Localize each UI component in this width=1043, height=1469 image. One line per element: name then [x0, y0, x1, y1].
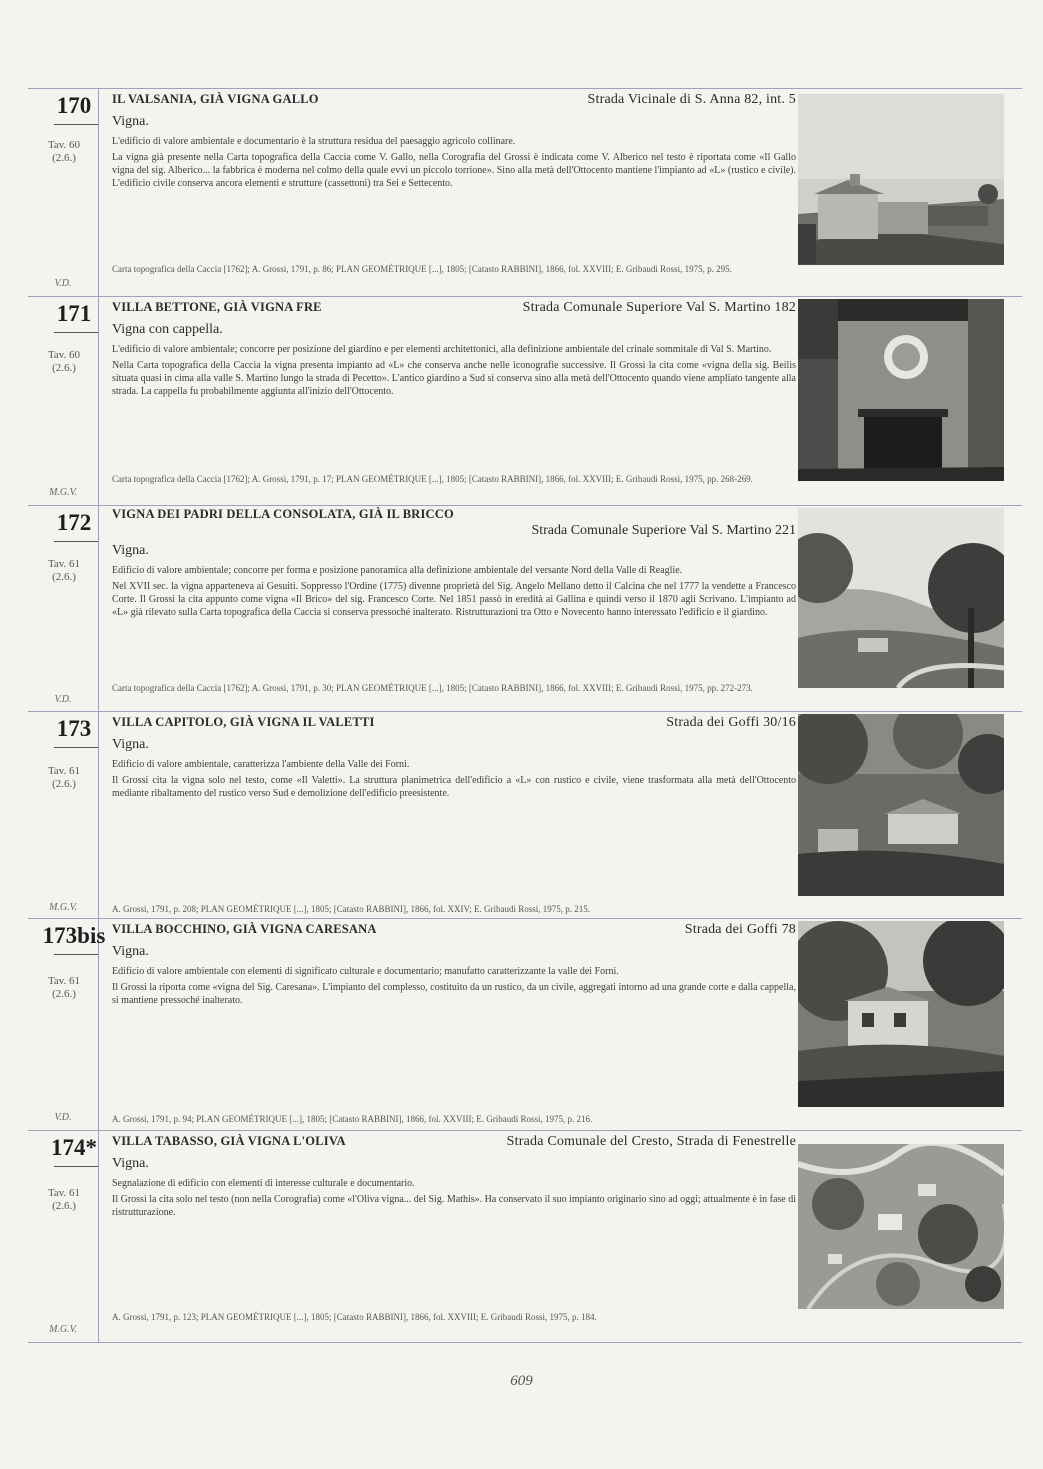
entry-address: Strada Comunale Superiore Val S. Martino 221 — [531, 523, 796, 538]
author-initials: V.D. — [54, 278, 72, 289]
entry-type: Vigna. — [112, 114, 149, 129]
entry-type: Vigna. — [112, 944, 149, 959]
entry-address: Strada dei Goffi 78 — [684, 922, 796, 937]
entry-172 — [28, 505, 1022, 711]
entry-number: 171 — [56, 301, 92, 326]
entry-content — [112, 922, 796, 1010]
entry-number: 174* — [51, 1135, 97, 1160]
number-rule — [54, 1166, 98, 1167]
entry-references: Carta topografica della Caccia [1762]; A. Grossi, 1791, p. 17; PLAN GEOMÉTRIQUE [...], 1805; [Catasto RABBINI], 1866, fol. XXVIII; E. Gribaudi Rossi, 1975, pp. 268-269. — [112, 474, 753, 484]
tav-ref: Tav. 61 — [47, 765, 81, 777]
photo-villa-capitolo — [798, 714, 1004, 896]
entry-content — [112, 715, 796, 803]
photo-villa-bocchino — [798, 921, 1004, 1107]
entry-paragraph: Nel XVII sec. la vigna apparteneva ai Gesuiti. Soppresso l'Ordine (1775) divenne proprietà del Sig. Angelo Mellano detto il Calcina che nel 1777 la vendette a Francesco Corte. Il Grossi la cita appunto come vigna «Il Brico» del sig. Francesco Corte. Nel 1851 passò in eredità ai Gallina e quindi verso il 1870 agli Scrivano. L'impianto ad «L» già rilevato sulla Carta topografica della Caccia si conserva pressoché inalterato. Ristrutturazioni tra Otto e Novecento hanno interessato l'edificio e il giardino. — [112, 581, 796, 618]
entry-paragraph: L'edificio di valore ambientale e documentario è la struttura residua del paesaggio agricolo collinare. — [112, 136, 516, 147]
photo-villa-valsania — [798, 94, 1004, 265]
entry-title: VILLA TABASSO, GIÀ VIGNA L'OLIVA — [112, 1134, 346, 1148]
entry-type: Vigna. — [112, 1156, 149, 1171]
entry-type: Vigna. — [112, 737, 149, 752]
entry-title: VILLA BETTONE, GIÀ VIGNA FRE — [112, 300, 322, 314]
tav-sub: (2.6.) — [52, 571, 76, 583]
tav-sub: (2.6.) — [52, 152, 76, 164]
number-rule — [54, 747, 98, 748]
entry-type: Vigna con cappella. — [112, 322, 223, 337]
entry-title: IL VALSANIA, GIÀ VIGNA GALLO — [112, 92, 319, 106]
author-initials: M.G.V. — [49, 487, 77, 498]
entry-173bis — [28, 918, 1022, 1130]
entry-paragraph: La vigna già presente nella Carta topografica della Caccia come V. Gallo, nella Corografia del Grossi è indicata come V. Alberico nel testo è riportata come «Il Gallo vigna del sig. Alberico... la fabbrica è moderna nel colmo della quale evvi un piccolo torrione». Sino alla metà dell'Ottocento mantiene l'impianto ad «L» (rustico e civile). L'edificio civile conserva ancora elementi e strutture (cassettoni) tra Sei e Settecento. — [112, 152, 796, 189]
entry-paragraph: Il Grossi la riporta come «vigna del Sig. Caresana». L'impianto del complesso, costituito da un rustico, da un civile, aggregati intorno ad una grande corte e dalla cappella, si mantiene pressoché inalterato. — [112, 982, 796, 1006]
entry-paragraph: Il Grossi la cita solo nel testo (non nella Corografia) come «l'Oliva vigna... del Sig. Mathis». Ha conservato il suo impianto originario sino ad oggi; attualmente è in fase di ristrutturazione. — [112, 1194, 796, 1218]
entry-references: A. Grossi, 1791, p. 94; PLAN GEOMÉTRIQUE [...], 1805; [Catasto RABBINI], 1866, fol. XXVIII; E. Gribaudi Rossi, 1975, p. 216. — [112, 1114, 593, 1124]
tav-ref: Tav. 60 — [47, 349, 81, 361]
entry-references: Carta topografica della Caccia [1762]; A. Grossi, 1791, p. 86; PLAN GEOMÉTRIQUE [...], 1805; [Catasto RABBINI], 1866, fol. XXVIII; E. Gribaudi Rossi, 1975, p. 295. — [112, 264, 732, 274]
entry-paragraph: Nella Carta topografica della Caccia la vigna presenta impianto ad «L» che conserva anche nelle iconografie successive. Il Grossi la cita come «vigna della sig. Beilis situata quasi in cima alla valle S. Martino lungo la strada di Pecetto». L'antico giardino a Sud si conserva sino alla metà dell'Ottocento quando viene ampliato tangente alla strada. La cappella fu probabilmente aggiunta all'inizio dell'Ottocento. — [112, 360, 796, 397]
number-rule — [54, 954, 98, 955]
tav-ref: Tav. 61 — [47, 1187, 81, 1199]
entry-174 — [28, 1130, 1022, 1342]
tav-sub: (2.6.) — [52, 988, 76, 1000]
entry-content — [112, 1134, 796, 1222]
entry-number: 172 — [56, 510, 92, 535]
photo-villa-tabasso-aerial — [798, 1144, 1004, 1309]
tav-ref: Tav. 60 — [47, 139, 81, 151]
entry-address: Strada Vicinale di S. Anna 82, int. 5 — [587, 92, 796, 107]
entry-170 — [28, 88, 1022, 296]
entry-number: 170 — [56, 93, 92, 118]
entry-paragraph: Il Grossi cita la vigna solo nel testo, come «Il Valetti». La struttura planimetrica dell'edificio a «L» con rustico e civile, viene trasformata alla metà dell'Ottocento mediante ribaltamento del rustico verso Sud e demolizione dell'edificio preesistente. — [112, 775, 796, 799]
entry-type: Vigna. — [112, 543, 149, 558]
entry-171 — [28, 296, 1022, 505]
entry-address: Strada Comunale Superiore Val S. Martino 182 — [522, 300, 796, 315]
entry-title: VILLA BOCCHINO, GIÀ VIGNA CARESANA — [112, 922, 377, 936]
tav-sub: (2.6.) — [52, 362, 76, 374]
entry-content — [112, 507, 796, 622]
entry-173 — [28, 711, 1022, 918]
entry-paragraph: Edificio di valore ambientale; concorre per forma e posizione panoramica alla definizione ambientale del versante Nord della Valle di Reaglie. — [112, 565, 683, 576]
entry-content — [112, 300, 796, 401]
author-initials: M.G.V. — [49, 902, 77, 913]
page-number: 609 — [510, 1373, 533, 1389]
tav-sub: (2.6.) — [52, 778, 76, 790]
entry-title: VILLA CAPITOLO, GIÀ VIGNA IL VALETTI — [112, 715, 375, 729]
entry-content — [112, 92, 796, 193]
entry-paragraph: Edificio di valore ambientale, caratterizza l'ambiente della Valle dei Forni. — [112, 759, 410, 770]
number-rule — [54, 124, 98, 125]
entry-title: VIGNA DEI PADRI DELLA CONSOLATA, GIÀ IL BRICCO — [112, 507, 454, 521]
number-rule — [54, 332, 98, 333]
entry-references: Carta topografica della Caccia [1762]; A. Grossi, 1791, p. 30; PLAN GEOMÉTRIQUE [...], 1805; [Catasto RABBINI], 1866, fol. XXVIII; E. Gribaudi Rossi, 1975, pp. 272-273. — [112, 683, 753, 693]
photo-vigna-consolata — [798, 508, 1004, 688]
number-rule — [54, 541, 98, 542]
entry-paragraph: L'edificio di valore ambientale; concorre per posizione del giardino e per elementi architettonici, alla definizione ambientale del crinale sommitale di Val S. Martino. — [112, 344, 772, 355]
entry-paragraph: Edificio di valore ambientale con elementi di significato culturale e documentario; manufatto caratterizzante la valle dei Forni. — [112, 966, 619, 977]
tav-ref: Tav. 61 — [47, 558, 81, 570]
entry-address: Strada Comunale del Cresto, Strada di Fenestrelle — [506, 1134, 796, 1149]
entry-references: A. Grossi, 1791, p. 208; PLAN GEOMÉTRIQUE [...], 1805; [Catasto RABBINI], 1866, fol. XXIV; E. Gribaudi Rossi, 1975, p. 215. — [112, 904, 591, 914]
author-initials: V.D. — [54, 1112, 72, 1123]
entry-number: 173bis — [42, 923, 106, 948]
photo-villa-bettone — [798, 299, 1004, 481]
entry-paragraph: Segnalazione di edificio con elementi di interesse culturale e documentario. — [112, 1178, 415, 1189]
author-initials: V.D. — [54, 694, 72, 705]
entry-number: 173 — [56, 716, 92, 741]
entry-references: A. Grossi, 1791, p. 123; PLAN GEOMÉTRIQUE [...], 1805; [Catasto RABBINI], 1866, fol. XXVIII; E. Gribaudi Rossi, 1975, p. 184. — [112, 1312, 597, 1322]
divider — [28, 1342, 1022, 1343]
entry-address: Strada dei Goffi 30/16 — [666, 715, 796, 730]
author-initials: M.G.V. — [49, 1324, 77, 1335]
tav-ref: Tav. 61 — [47, 975, 81, 987]
tav-sub: (2.6.) — [52, 1200, 76, 1212]
